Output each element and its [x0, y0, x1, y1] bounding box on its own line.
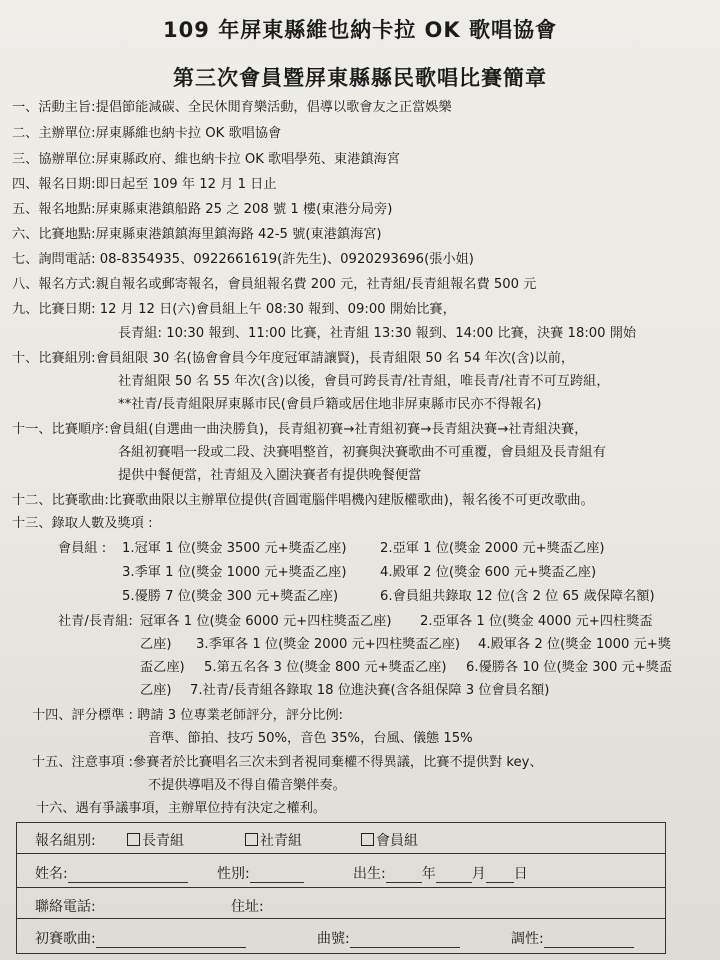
item-notes-cont: 不提供導唱及不得自備音樂伴奏。: [148, 778, 346, 793]
award-member-1: 1.冠軍 1 位(獎金 3500 元+獎盃乙座): [122, 541, 347, 556]
item-registration-place: 五、報名地點:屏東縣東港鎮船路 25 之 208 號 1 樓(東港分局旁): [12, 202, 393, 217]
award-open-6-cont: 乙座): [140, 683, 172, 698]
registration-form: [16, 822, 666, 954]
birth-year-blank[interactable]: [386, 868, 422, 883]
item-disputes: 十六、遇有爭議事項，主辦單位持有決定之權利。: [36, 801, 327, 816]
page-subtitle: 第三次會員暨屏東縣縣民歌唱比賽簡章: [173, 66, 547, 90]
key-blank[interactable]: [544, 933, 634, 948]
item-competition-date-cont: 長青組: 10:30 報到、11:00 比賽，社青組 13:30 報到、14:00 比賽，決賽 18:00 開始: [118, 326, 637, 341]
item-venue: 六、比賽地點:屏東縣東港鎮鎮海里鎮海路 42-5 號(東港鎮海宮): [12, 227, 382, 242]
awards-member-label: 會員組 :: [58, 541, 107, 556]
award-open-5: 5.第五名各 3 位(獎金 800 元+獎盃乙座): [204, 660, 447, 675]
item-groups-cont2: **社青/長青組限屏東縣市民(會員戶籍或居住地非屏東縣市民亦不得報名): [118, 397, 542, 412]
item-phone: 七、詢問電話: 08-8354935、0922661619(許先生)、0920293696(張小姐): [12, 252, 474, 267]
form-row-group: [17, 823, 665, 854]
item-notes: 十五、注意事項 :參賽者於比賽唱名三次未到者視同棄權不得異議，比賽不提供對 key、: [32, 755, 543, 770]
item-scoring-cont: 音準、節拍、技巧 50%，音色 35%，台風、儀態 15%: [148, 731, 473, 746]
award-member-3: 3.季軍 1 位(獎金 1000 元+獎盃乙座): [122, 565, 347, 580]
award-member-4: 4.殿軍 2 位(獎金 600 元+獎盃乙座): [380, 565, 597, 580]
checkbox-youth[interactable]: [245, 833, 258, 846]
gender-field[interactable]: 性別:: [217, 863, 304, 883]
item-registration-date: 四、報名日期:即日起至 109 年 12 月 1 日止: [12, 177, 277, 192]
item-purpose: 一、活動主旨:提倡節能減碳、全民休閒育樂活動，倡導以歌會友之正當娛樂: [12, 100, 452, 115]
birth-day-blank[interactable]: [486, 868, 514, 883]
award-open-7: 7.社青/長青組各錄取 18 位進決賽(含各組保障 3 位會員名額): [190, 683, 550, 698]
page-title: 109 年屏東縣維也納卡拉 OK 歌唱協會: [163, 18, 557, 42]
song-blank[interactable]: [96, 933, 246, 948]
key-field[interactable]: 調性:: [511, 928, 634, 948]
award-open-3: 3.季軍各 1 位(獎金 2000 元+四柱獎盃乙座): [196, 637, 461, 652]
item-awards-heading: 十三、錄取人數及獎項 :: [12, 516, 153, 531]
name-field[interactable]: 姓名:: [35, 863, 188, 883]
song-field[interactable]: 初賽歌曲:: [35, 928, 246, 948]
item-groups-cont1: 社青組限 50 名 55 年次(含)以後，會員可跨長青/社青組，唯長青/社青不可互跨組，: [118, 374, 610, 389]
song-number-field[interactable]: 曲號:: [317, 928, 460, 948]
form-row-personal: [17, 854, 665, 888]
award-open-1: 冠軍各 1 位(獎金 6000 元+四柱獎盃乙座): [140, 614, 392, 629]
award-member-2: 2.亞軍 1 位(獎金 2000 元+獎盃乙座): [380, 541, 605, 556]
birth-field[interactable]: 出生: 年 月 日: [353, 866, 528, 882]
item-organizer: 二、主辦單位:屏東縣維也納卡拉 OK 歌唱協會: [12, 126, 282, 141]
award-member-5: 5.優勝 7 位(獎金 300 元+獎盃乙座): [122, 589, 339, 604]
award-open-4-cont: 盃乙座): [140, 660, 185, 675]
address-field[interactable]: 住址:: [231, 899, 264, 915]
option-senior[interactable]: 長青組: [127, 830, 184, 850]
phone-field[interactable]: 聯絡電話:: [35, 899, 96, 915]
option-member[interactable]: 會員組: [361, 830, 418, 850]
name-blank[interactable]: [68, 868, 188, 883]
item-competition-date: 九、比賽日期: 12 月 12 日(六)會員組上午 08:30 報到、09:00 開始比賽，: [12, 302, 456, 317]
option-youth[interactable]: 社青組: [245, 830, 302, 850]
award-open-2: 2.亞軍各 1 位(獎金 4000 元+四柱獎盃: [420, 614, 653, 629]
form-row-song: [17, 919, 665, 952]
item-scoring: 十四、評分標準 : 聘請 3 位專業老師評分，評分比例:: [32, 708, 343, 723]
item-order: 十一、比賽順序:會員組(自選曲一曲決勝負)，長青組初賽→社青組初賽→長青組決賽→社青組決賽，: [12, 422, 588, 437]
item-songs: 十二、比賽歌曲:比賽歌曲限以主辦單位提供(音圓電腦伴唱機內建版權歌曲)，報名後不可更改歌曲。: [12, 493, 594, 508]
song-number-blank[interactable]: [350, 933, 460, 948]
form-row-contact: [17, 888, 665, 919]
item-order-cont1: 各組初賽唱一段或二段、決賽唱整首，初賽與決賽歌曲不可重覆，會員組及長青組有: [118, 445, 606, 460]
checkbox-senior[interactable]: [127, 833, 140, 846]
gender-blank[interactable]: [250, 868, 304, 883]
award-open-4: 4.殿軍各 2 位(獎金 1000 元+獎: [478, 637, 671, 652]
group-label: 報名組別:: [35, 833, 96, 849]
item-registration-method: 八、報名方式:親自報名或郵寄報名，會員組報名費 200 元，社青組/長青組報名費 500 元: [12, 277, 537, 292]
item-groups: 十、比賽組別:會員組限 30 名(協會會員今年度冠軍請讓賢)，長青組限 50 名 54 年次(含)以前，: [12, 351, 575, 366]
awards-open-label: 社青/長青組:: [58, 614, 133, 629]
award-open-2-cont: 乙座): [140, 637, 172, 652]
checkbox-member[interactable]: [361, 833, 374, 846]
award-member-6: 6.會員組共錄取 12 位(含 2 位 65 歲保障名額): [380, 589, 655, 604]
item-co-organizer: 三、協辦單位:屏東縣政府、維也納卡拉 OK 歌唱學苑、東港鎮海宮: [12, 152, 400, 167]
item-order-cont2: 提供中餐便當，社青組及入圍決賽者有提供晚餐便當: [118, 468, 422, 483]
award-open-6: 6.優勝各 10 位(獎金 300 元+獎盃: [466, 660, 673, 675]
birth-month-blank[interactable]: [436, 868, 472, 883]
